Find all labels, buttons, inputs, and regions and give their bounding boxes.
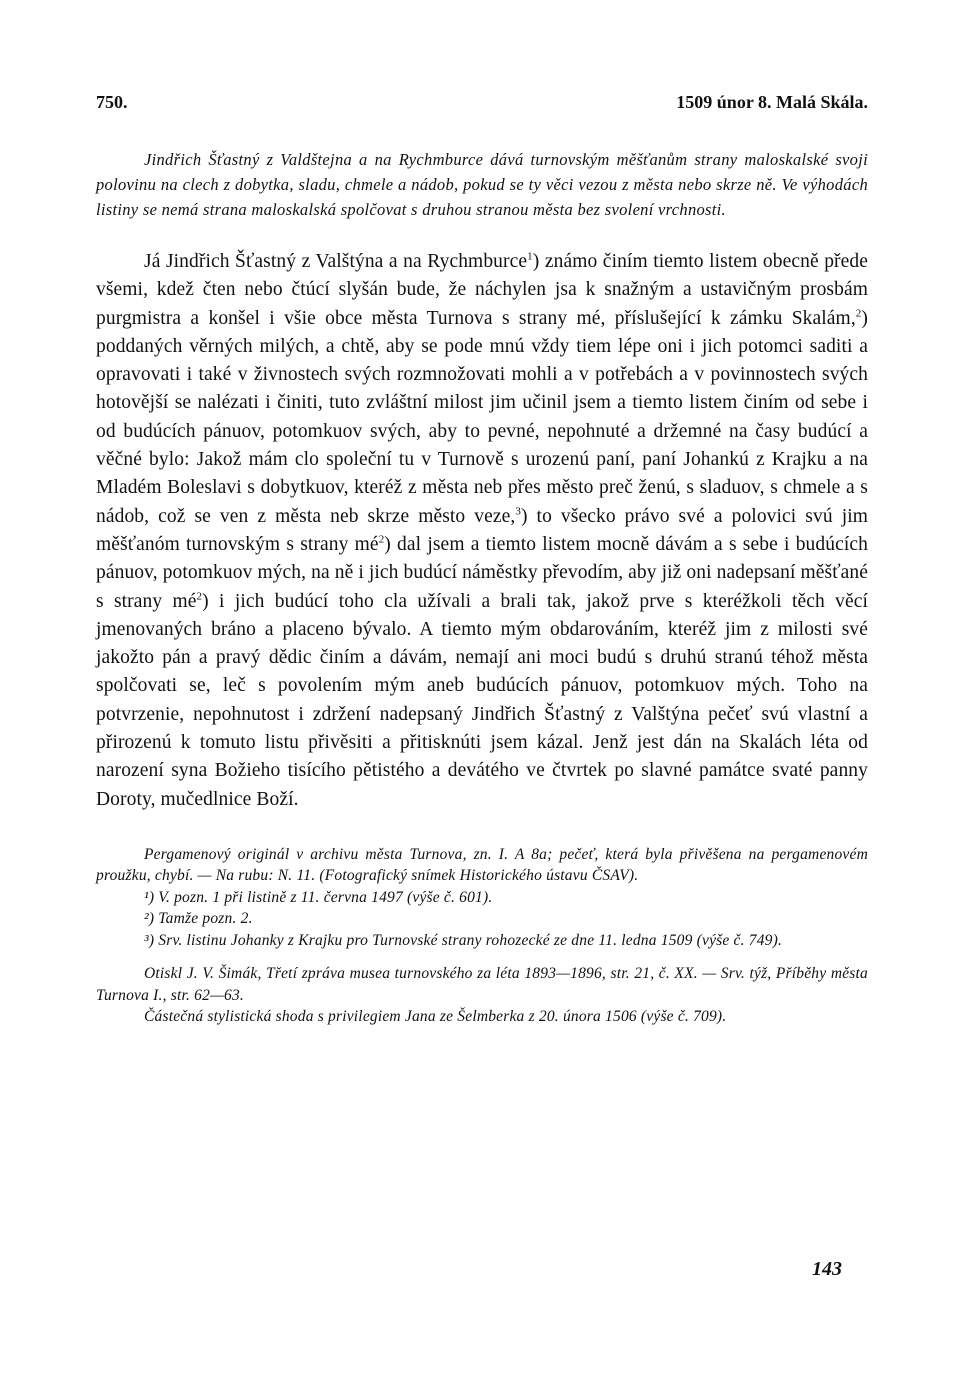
charter-text-part: ) i jich budúcí toho cla užívali a brali tak, jakož prve s kteréžkoli těch věcí jmenovaných bráno a placeno bývalo. A tiemto mým obdarováním, kteréž jim z milosti své jakožto pán a pravý dědic činím a dávám, nemají ani moci budú s druhú stranú téhož města spolčovati se, leč s povolením mým aneb budúcích pánuov, potomkuov mých. Toho na potvrzenie, nepohnutost i zdržení nadepsaný Jindřich Šťastný z Valštýna pečeť svú vlastní a přirozenú k tomuto listu přivěsiti a přitisknúti jsem kázal. Jenž jest dán na Skalách léta od narození syna Božieho tisícího pětistého a devátého ve čtvrtek po slavné památce svaté panny Doroty, mučedlnice Boží. [96, 590, 868, 810]
regest: Jindřich Šťastný z Valdštejna a na Rychmburce dává turnovským měšťanům strany maloskalské svoji polovinu na clech z dobytka, sladu, chmele a nádob, pokud se ty věci vezou z města nebo skrze ně. Ve výhodách listiny se nemá strana maloskalská spolčovat s druhou stranou města bez svolení vrchnosti. [96, 150, 868, 219]
document-page [96, 92, 868, 1028]
source-note: Pergamenový originál v archivu města Turnova, zn. I. A 8a; pečeť, která byla přivěšena na pergamenovém proužku, chybí. — Na rubu: N. 11. (Fotografický snímek Historického ústavu ČSAV). [96, 845, 868, 885]
edition-note: Otiskl J. V. Šimák, Třetí zpráva musea turnovského za léta 1893—1896, str. 21, č. XX. — Srv. týž, Příběhy města Turnova I., str. 62—63. [96, 965, 868, 1004]
footnote-ref: 2 [378, 533, 385, 546]
page-header [96, 92, 868, 113]
document-date-place: 1509 únor 8. Malá Skála. [676, 92, 868, 112]
footnote-ref: 2 [196, 590, 203, 603]
charter-text-part: ) to všecko právo své a polovici svú jim měšťanóm turnovským s strany mé [96, 505, 868, 555]
footnote-ref: 2 [855, 307, 862, 320]
footnote-1: ¹) V. pozn. 1 při listině z 11. června 1497 (výše č. 601). [144, 888, 493, 906]
footnote-ref: 3 [515, 505, 521, 518]
apparatus [96, 844, 868, 1028]
footnote-3: ³) Srv. listinu Johanky z Krajku pro Turnovské strany rohozecké ze dne 11. ledna 1509 (výše č. 749). [144, 931, 783, 949]
footnote-ref: 1 [527, 250, 533, 263]
charter-text [96, 248, 868, 814]
charter-text-part: ) dal jsem a tiemto listem mocně dávám a s sebe i budúcích pánuov, potomkuov mých, na ně i jich budúcí náměstky převodím, aby již oni nadepsaní měšťané s strany mé [96, 533, 868, 612]
charter-text-part: ) poddaných věrných milých, a chtě, aby se pode mnú vždy tiem lépe oni i jich potomci saditi a opravovati i také v živnostech svých rozmnožovati mohli a v potřebách a v povinnostech svých hotovější se nalézati i činiti, tuto zvláštní milost jim učinil jsem a tiemto listem činím od sebe i od budúcích pánuov, potomkuov svých, aby to pevné, nepohnuté a držemné na časy budúcí a věčné bylo: Jakož mám clo společní tu v Turnově s urozenú paní, paní Johankú z Krajku a na Mladém Boleslavi s dobytkuov, kteréž z města neb přes město preč ženú, s sladuov, s chmele a s nádob, což se ven z města neb skrze město veze, [96, 307, 868, 527]
document-number: 750. [96, 92, 128, 112]
charter-text-part: Já Jindřich Šťastný z Valštýna a na Rychmburce [144, 251, 528, 272]
footnote-2: ²) Tamže pozn. 2. [144, 910, 253, 928]
page-number: 143 [812, 1258, 842, 1280]
charter-text-part: ) známo činím tiemto listem obecně přede všemi, kdež čten nebo čtúcí slyšán bude, že náchylen jsa k snažným a ustavičným prosbám purgmistra a konšel i všie obce města Turnova s strany mé, příslušející k zámku Skalám, [96, 251, 869, 329]
similarity-note: Částečná stylistická shoda s privilegiem Jana ze Šelmberka z 20. února 1506 (výše č. 709). [144, 1008, 727, 1026]
